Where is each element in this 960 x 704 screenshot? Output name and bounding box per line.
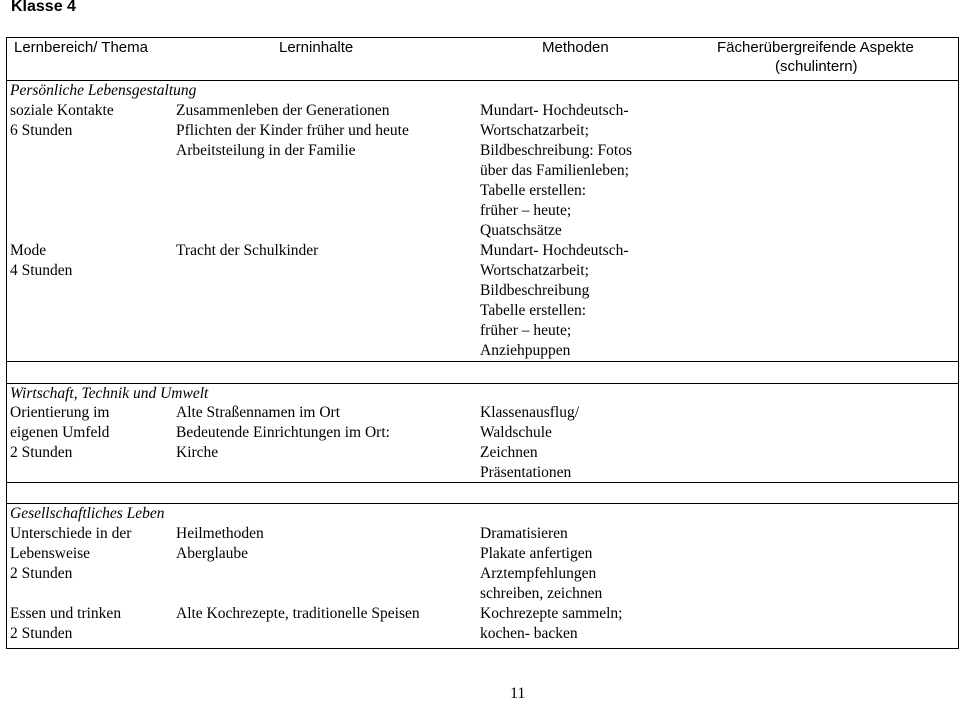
header-topic: Lernbereich/ Thema [14, 39, 148, 56]
topic-cell [10, 604, 121, 644]
content-line: Pflichten der Kinder früher und heute [176, 122, 409, 139]
methods-line: Präsentationen [480, 464, 572, 481]
content-line: Bedeutende Einrichtungen im Ort: [176, 424, 390, 441]
methods-cell [480, 241, 629, 361]
topic-line: Mode [10, 242, 47, 259]
topic-cell [10, 403, 109, 463]
methods-line: Wortschatzarbeit; [480, 122, 589, 139]
topic-cell [10, 524, 131, 584]
content-line: Heilmethoden [176, 525, 264, 542]
topic-line: 2 Stunden [10, 565, 73, 582]
topic-cell [10, 241, 72, 281]
methods-line: Dramatisieren [480, 525, 568, 542]
header-aspects: Fächerübergreifende Aspekte [717, 39, 914, 56]
topic-line: 2 Stunden [10, 444, 73, 461]
content-line: Arbeitsteilung in der Familie [176, 142, 356, 159]
content-line: Aberglaube [176, 545, 249, 562]
methods-line: über das Familienleben; [480, 162, 629, 179]
methods-line: Quatschsätze [480, 222, 562, 239]
content-cell [176, 101, 409, 161]
methods-line: Klassenausflug/ [480, 404, 580, 421]
methods-line: Anziehpuppen [480, 342, 571, 359]
content-line: Alte Straßennamen im Ort [176, 404, 340, 421]
methods-line: Plakate anfertigen [480, 545, 593, 562]
topic-line: Lebensweise [10, 545, 91, 562]
topic-cell [10, 101, 114, 141]
content-cell [176, 524, 264, 564]
methods-cell [480, 101, 632, 241]
topic-line: Essen und trinken [10, 605, 122, 622]
methods-line: Tabelle erstellen: [480, 302, 587, 319]
methods-line: früher – heute; [480, 322, 572, 339]
header-aspects-note: (schulintern) [775, 58, 858, 75]
topic-line: Orientierung im [10, 404, 110, 421]
content-cell [176, 604, 420, 624]
methods-line: kochen- backen [480, 625, 578, 642]
content-line: Alte Kochrezepte, traditionelle Speisen [176, 605, 420, 622]
methods-line: Mundart- Hochdeutsch- [480, 102, 629, 119]
topic-line: 6 Stunden [10, 122, 73, 139]
content-line: Kirche [176, 444, 219, 461]
content-cell [176, 241, 318, 261]
content-cell [176, 403, 390, 463]
methods-line: Tabelle erstellen: [480, 182, 587, 199]
topic-line: Unterschiede in der [10, 525, 132, 542]
page-number: 11 [510, 685, 526, 702]
section-title: Wirtschaft, Technik und Umwelt [10, 385, 209, 402]
topic-line: 2 Stunden [10, 625, 73, 642]
methods-line: Wortschatzarbeit; [480, 262, 589, 279]
methods-line: Bildbeschreibung: Fotos [480, 142, 632, 159]
section-title: Gesellschaftliches Leben [10, 505, 165, 522]
topic-line: 4 Stunden [10, 262, 73, 279]
topic-line: soziale Kontakte [10, 102, 114, 119]
methods-cell [480, 604, 622, 644]
methods-cell [480, 524, 602, 604]
header-methods: Methoden [542, 39, 609, 56]
section-title: Persönliche Lebensgestaltung [10, 82, 197, 99]
content-line: Tracht der Schulkinder [176, 242, 319, 259]
methods-line: schreiben, zeichnen [480, 585, 603, 602]
page-title: Klasse 4 [11, 0, 76, 15]
methods-line: Arztempfehlungen [480, 565, 597, 582]
methods-line: Mundart- Hochdeutsch- [480, 242, 629, 259]
methods-line: Bildbeschreibung [480, 282, 590, 299]
content-line: Zusammenleben der Generationen [176, 102, 390, 119]
methods-line: Zeichnen [480, 444, 538, 461]
topic-line: eigenen Umfeld [10, 424, 110, 441]
methods-cell [480, 403, 579, 483]
header-content: Lerninhalte [279, 39, 354, 56]
methods-line: Kochrezepte sammeln; [480, 605, 623, 622]
methods-line: Waldschule [480, 424, 552, 441]
methods-line: früher – heute; [480, 202, 572, 219]
